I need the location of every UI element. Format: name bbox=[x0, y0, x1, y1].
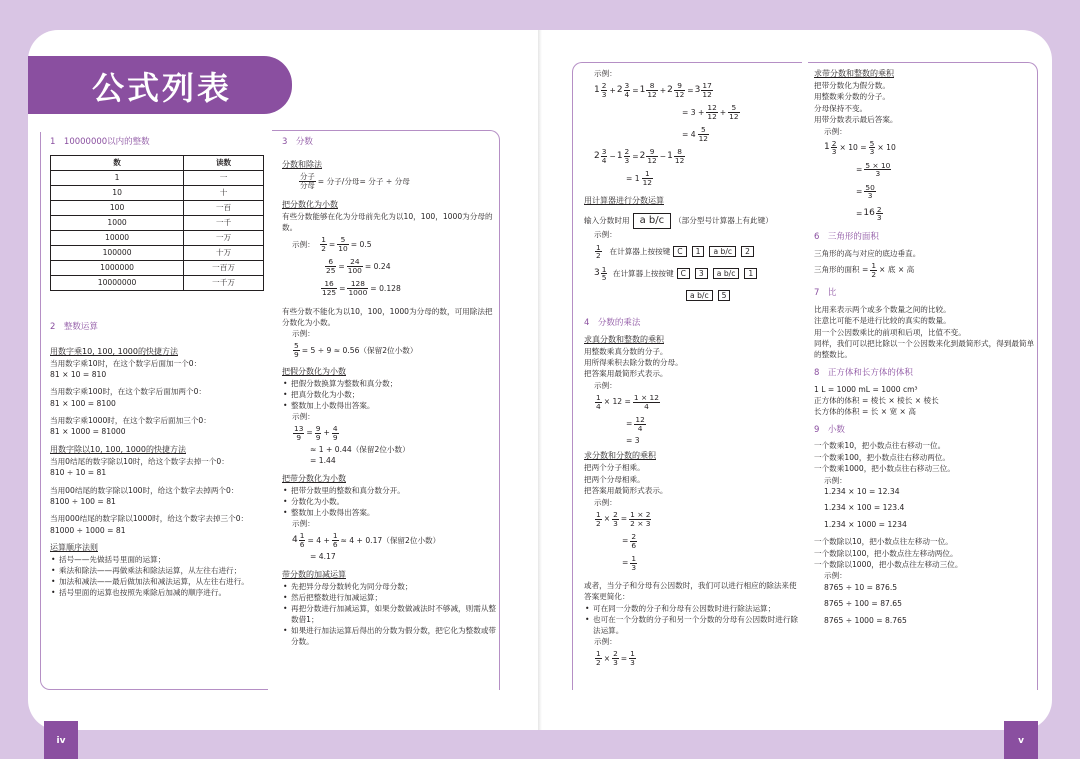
table-row bbox=[51, 260, 264, 275]
example-label: 示例： bbox=[594, 497, 617, 507]
example-line: $\frac{13}{9}$ = $\frac{9}{9}$ + $\frac{4}{9}$ bbox=[294, 423, 338, 442]
digit-key-icon: 3 bbox=[695, 268, 708, 279]
subheading: 用数字除以10, 100, 1000的快捷方法 bbox=[50, 444, 186, 454]
example-line: = $\frac{5 \times 10}{3}$ bbox=[856, 160, 891, 179]
result: = 0.5 bbox=[350, 239, 372, 249]
table-row bbox=[51, 245, 264, 260]
cell: 十 bbox=[184, 185, 264, 200]
result: = 1 bbox=[626, 173, 640, 183]
example: 8765 ÷ 1000 = 8.765 bbox=[824, 615, 907, 625]
example-label: 示例： bbox=[824, 475, 847, 485]
list-item: • 然后把整数进行加减运算； bbox=[282, 592, 500, 603]
calculator-example: $\frac{1}{2}$ 在计算器上按按键 C 1 a b/c 2 bbox=[594, 241, 800, 263]
page-number-left: iv bbox=[44, 721, 78, 759]
text: 1 L = 1000 mL = 1000 cm³ bbox=[814, 384, 918, 394]
example: 81 × 1000 = 81000 bbox=[50, 427, 126, 437]
text: 注意比可能不是进行比较的真实的数量。 bbox=[814, 316, 951, 326]
column-1 bbox=[50, 136, 268, 676]
section-8-heading: 8 正方体和长方体的体积 bbox=[814, 367, 913, 378]
subheading: 分数和除法 bbox=[282, 159, 322, 169]
table-row bbox=[51, 170, 264, 185]
example-line: = 3 + $\frac{12}{12}$ + $\frac{5}{12}$ bbox=[682, 103, 739, 121]
text: × 底 × 高 bbox=[879, 265, 915, 275]
table-row bbox=[51, 200, 264, 215]
example: 1.234 × 10 = 12.34 bbox=[824, 487, 900, 497]
calculator-example: 3 $\frac{1}{5}$ 在计算器上按按键 C 3 a b/c 1 bbox=[594, 263, 800, 285]
text: 正方体的体积 = 棱长 × 棱长 × 棱长 bbox=[814, 395, 939, 405]
result: ≈ 4 + 0.17（保留2位小数） bbox=[340, 535, 441, 545]
text: 分母保持不变。 bbox=[814, 103, 868, 113]
example: 81000 ÷ 1000 = 81 bbox=[50, 525, 126, 535]
example-label: 示例： bbox=[292, 329, 315, 339]
table-row bbox=[51, 185, 264, 200]
triangle-formula: 三角形的面积 = $\frac{1}{2}$ × 底 × 高 bbox=[814, 260, 915, 279]
list-item: • 整数加上小数得出答案。 bbox=[282, 400, 500, 411]
example: 81 × 100 = 8100 bbox=[50, 398, 116, 408]
text: 一个数除以1000，把小数点往左移动三位。 bbox=[814, 559, 963, 569]
cell: 一万 bbox=[184, 230, 264, 245]
title-banner bbox=[28, 56, 292, 114]
subheading: 用数字乘10, 100, 1000的快捷方法 bbox=[50, 346, 178, 356]
result: = 4 bbox=[682, 129, 696, 139]
text: 在计算器上按按键 bbox=[612, 269, 674, 279]
cell: 1 bbox=[51, 170, 184, 185]
page-title: 公式列表 bbox=[92, 69, 233, 107]
cell: 一百 bbox=[184, 200, 264, 215]
cell: 1000 bbox=[51, 215, 184, 230]
list-item: • 把假分数换算为整数和真分数； bbox=[282, 378, 500, 389]
list-item: • 整数加上小数得出答案。 bbox=[282, 507, 500, 518]
example-line: 示例： $\frac{1}{2}$ = $\frac{5}{10}$ = 0.5 bbox=[292, 235, 372, 254]
subheading: 把分数化为小数 bbox=[282, 199, 338, 209]
subheading: 把带分数化为小数 bbox=[282, 473, 346, 483]
cell: 10000000 bbox=[51, 275, 184, 290]
section-3-heading: 3 分数 bbox=[282, 137, 313, 147]
text: 输入分数时用 bbox=[584, 216, 630, 226]
example-line: = $\frac{1}{3}$ bbox=[622, 553, 637, 572]
digit-key-icon: 1 bbox=[744, 268, 757, 279]
result: = 5 ÷ 9 ≈ 0.56（保留2位小数） bbox=[301, 346, 418, 355]
example-line: $\frac{1}{4}$ × 12 = $\frac{1 \times 12}{4}$ bbox=[596, 392, 659, 411]
denominator-label: 分母 bbox=[300, 181, 315, 191]
example: 1.234 × 100 = 123.4 bbox=[824, 503, 905, 513]
text: 当用数字乘10时，在这个数字后面加一个0： bbox=[50, 358, 202, 368]
example-label: 示例： bbox=[292, 411, 315, 421]
example-label: 示例： bbox=[824, 126, 847, 136]
fraction-key-icon: a b/c bbox=[633, 213, 672, 229]
text: 用整数乘真分数的分子。 bbox=[584, 346, 668, 356]
text: 用一个公因数乘比的前项和后项，比值不变。 bbox=[814, 327, 966, 337]
example-label: 示例： bbox=[824, 571, 847, 581]
subheading: 带分数的加减运算 bbox=[282, 569, 346, 579]
list-item: • 括号——先做括号里面的运算； bbox=[50, 554, 268, 565]
text: 三角形的面积 = bbox=[814, 265, 869, 275]
subheading: 用计算器进行分数运算 bbox=[584, 196, 664, 206]
text: 当用数字乘1000时，在这个数字后面加三个0： bbox=[50, 416, 211, 426]
example-line: = $\frac{2}{6}$ bbox=[622, 531, 637, 550]
table-row bbox=[51, 215, 264, 230]
page-number-right: v bbox=[1004, 721, 1038, 759]
fraction-key-icon: a b/c bbox=[713, 268, 740, 279]
example-line: = $\frac{50}{3}$ bbox=[856, 182, 875, 201]
list-item: • 可在同一分数的分子和分母有公因数时进行除法运算； bbox=[584, 603, 800, 614]
digit-key-icon: 2 bbox=[741, 246, 754, 257]
fraction-key-icon: a b/c bbox=[686, 290, 713, 301]
text: （部分型号计算器上有此键） bbox=[674, 216, 773, 226]
text: 有些分数能够在化为分母前先化为以10，100，1000为分母的数。 bbox=[282, 211, 493, 233]
example-line: $\frac{1}{2}$ × $\frac{2}{3}$ = $\frac{1}{3}$ bbox=[596, 648, 635, 667]
cell: 一千万 bbox=[184, 275, 264, 290]
section-2-heading: 2 整数运算 bbox=[50, 321, 98, 332]
numbers-table bbox=[50, 155, 264, 291]
result: = 3 + bbox=[682, 107, 705, 117]
text: 用带分数表示最后答案。 bbox=[814, 115, 898, 125]
column-4 bbox=[814, 68, 1036, 688]
clear-key-icon: C bbox=[673, 246, 686, 257]
cell: 一百万 bbox=[184, 260, 264, 275]
cell: 一 bbox=[184, 170, 264, 185]
numerator-label: 分子 bbox=[300, 172, 315, 182]
text: 一个数乘10，把小数点往右移动一位。 bbox=[814, 441, 946, 451]
text: 比用来表示两个或多个数量之间的比较。 bbox=[814, 304, 951, 314]
text: 长方体的体积 = 长 × 宽 × 高 bbox=[814, 407, 916, 417]
text: 同样，我们可以把比除以一个公因数来化到最简形式，得到最简单的整数比。 bbox=[814, 339, 1035, 360]
text: 三角形的高与对应的底边垂直。 bbox=[814, 248, 921, 258]
section-7-heading: 7 比 bbox=[814, 288, 837, 299]
column-3 bbox=[584, 68, 800, 688]
cell: 100 bbox=[51, 200, 184, 215]
example: 8765 ÷ 100 = 87.65 bbox=[824, 599, 902, 609]
subheading: 求真分数和整数的乘积 bbox=[584, 334, 664, 344]
text: 把答案用最简形式表示。 bbox=[584, 369, 668, 379]
col-header-reading: 读数 bbox=[184, 155, 264, 170]
text: 在计算器上按按键 bbox=[609, 247, 671, 257]
example: 810 ÷ 10 = 81 bbox=[50, 468, 107, 478]
section-6-heading: 6 三角形的面积 bbox=[814, 231, 879, 242]
clear-key-icon: C bbox=[677, 268, 690, 279]
calculator-note bbox=[584, 213, 800, 229]
digit-key-icon: 1 bbox=[692, 246, 705, 257]
example-line: = 16 $\frac{2}{3}$ bbox=[856, 204, 882, 223]
subheading: 求分数和分数的乘积 bbox=[584, 451, 656, 461]
list-item: • 先把异分母分数转化为同分母分数； bbox=[282, 581, 500, 592]
formula-text: = 分子/分母= 分子 ÷ 分母 bbox=[317, 177, 410, 187]
result: = 4.17 bbox=[310, 552, 336, 562]
text: 把答案用最简形式表示。 bbox=[584, 486, 668, 496]
section-9-heading: 9 小数 bbox=[814, 424, 845, 435]
text: 一个数除以100，把小数点往左移动两位。 bbox=[814, 548, 958, 558]
result: = 0.24 bbox=[364, 261, 391, 271]
list-item: • 括号里面的运算也按照先乘除后加减的顺序进行。 bbox=[50, 587, 268, 598]
subheading: 运算顺序法则 bbox=[50, 543, 98, 553]
section-1-heading: 1 10000000以内的整数 bbox=[50, 137, 150, 147]
text: 把两个分子相乘。 bbox=[584, 463, 645, 473]
subheading: 求带分数和整数的乘积 bbox=[814, 69, 894, 78]
subheading: 把假分数化为小数 bbox=[282, 366, 346, 376]
example: 1.234 × 1000 = 1234 bbox=[824, 519, 907, 529]
example-line: 1 $\frac{2}{3}$ + 2 $\frac{3}{4}$ = 1 $\frac{8}{12}$ + 2 $\frac{9}{12}$ = 3 $\frac{17}{12}$ bbox=[594, 81, 712, 99]
list-item: • 也可在一个分数的分子和另一个分数的分母有公因数时进行除法运算。 bbox=[584, 614, 800, 636]
text: 把两个分母相乘。 bbox=[584, 474, 645, 484]
example-line: $\frac{16}{125}$ = $\frac{128}{1000}$ = 0.128 bbox=[322, 279, 401, 298]
text: 用整数乘分数的分子。 bbox=[814, 92, 890, 102]
example-line: 1 $\frac{2}{3}$ × 10 = $\frac{5}{3}$ × 10 bbox=[824, 138, 896, 157]
text: 有些分数不能化为以10，100，1000为分母的数，可用除法把分数化为小数。 bbox=[282, 306, 493, 327]
example: 8100 ÷ 100 = 81 bbox=[50, 497, 116, 507]
example-label: 示例： bbox=[292, 518, 315, 528]
text: 当用0结尾的数字除以10时，给这个数字去掉一个0： bbox=[50, 456, 229, 466]
example: 81 × 10 = 810 bbox=[50, 369, 107, 379]
example-label: 示例： bbox=[594, 380, 617, 390]
example-label: 示例： bbox=[594, 69, 617, 78]
list-item: • 把真分数化为小数； bbox=[282, 389, 500, 400]
example-line: = 4 $\frac{5}{12}$ bbox=[682, 125, 709, 143]
text: 用所得乘积去除分数的分母。 bbox=[584, 357, 683, 367]
cell: 一千 bbox=[184, 215, 264, 230]
list-item: • 分数化为小数。 bbox=[282, 496, 500, 507]
text: 当用000结尾的数字除以1000时，给这个数字去掉三个0： bbox=[50, 514, 249, 524]
example-line: = 1 $\frac{1}{12}$ bbox=[626, 169, 653, 187]
calculator-example bbox=[584, 285, 800, 307]
example-line: = $\frac{12}{4}$ bbox=[626, 414, 645, 433]
col-header-number: 数 bbox=[51, 155, 184, 170]
result: ≈ 1 + 0.44（保留2位小数） bbox=[310, 445, 410, 455]
example: 8765 ÷ 10 = 876.5 bbox=[824, 582, 898, 592]
result: = 0.128 bbox=[370, 283, 401, 293]
result: = 1.44 bbox=[310, 456, 336, 466]
text: 一个数乘100，把小数点往右移动两位。 bbox=[814, 452, 950, 462]
cell: 100000 bbox=[51, 245, 184, 260]
text: 把带分数化为假分数。 bbox=[814, 81, 890, 90]
text: 一个数除以10，把小数点往左移动一位。 bbox=[814, 537, 953, 547]
example-line: $\frac{5}{9}$ = 5 ÷ 9 ≈ 0.56（保留2位小数） bbox=[294, 341, 418, 360]
fraction-key-icon: a b/c bbox=[709, 246, 736, 257]
fraction-division-formula bbox=[298, 171, 500, 193]
example-label: 示例： bbox=[292, 239, 315, 249]
section-4-heading: 4 分数的乘法 bbox=[584, 317, 641, 328]
example-line: $\frac{1}{2}$ × $\frac{2}{3}$ = $\frac{1 \times 2}{2 \times 3}$ bbox=[596, 509, 651, 528]
text: 一个数乘1000，把小数点往右移动三位。 bbox=[814, 464, 955, 474]
list-item: • 再把分数进行加减运算，如果分数做减法时不够减，则需从整数借1； bbox=[282, 603, 500, 625]
list-item: • 把带分数里的整数和真分数分开。 bbox=[282, 485, 500, 496]
cell: 10000 bbox=[51, 230, 184, 245]
digit-key-icon: 5 bbox=[718, 290, 731, 301]
example-label: 示例： bbox=[594, 636, 617, 646]
table-row bbox=[51, 230, 264, 245]
cell: 10 bbox=[51, 185, 184, 200]
list-item: • 乘法和除法——再做乘法和除法运算，从左往右进行； bbox=[50, 565, 268, 576]
example-label: 示例： bbox=[594, 230, 617, 240]
text: 当用数字乘100时，在这个数字后面加两个0： bbox=[50, 387, 207, 397]
cell: 1000000 bbox=[51, 260, 184, 275]
column-2 bbox=[282, 136, 500, 688]
result: = 3 bbox=[626, 436, 640, 446]
text: 当用00结尾的数字除以100时，给这个数字去掉两个0： bbox=[50, 485, 239, 495]
example-line: 2 $\frac{3}{4}$ − 1 $\frac{2}{3}$ = 2 $\frac{9}{12}$ − 1 $\frac{8}{12}$ bbox=[594, 147, 685, 165]
cell: 十万 bbox=[184, 245, 264, 260]
example-line: $\frac{6}{25}$ = $\frac{24}{100}$ = 0.24 bbox=[326, 257, 391, 276]
text: 或者，当分子和分母有公因数时，我们可以进行相应的除法来使答案更简化： bbox=[584, 581, 797, 602]
list-item: • 加法和减法——最后做加法和减法运算，从左往右进行。 bbox=[50, 576, 268, 587]
list-item: • 如果进行加法运算后得出的分数为假分数，把它化为整数或带分数。 bbox=[282, 625, 500, 647]
example-line: 4 $\frac{1}{6}$ = 4 + $\frac{1}{6}$ ≈ 4 + 0.17（保留2位小数） bbox=[292, 531, 441, 549]
table-row bbox=[51, 275, 264, 290]
book-spine bbox=[538, 30, 542, 730]
